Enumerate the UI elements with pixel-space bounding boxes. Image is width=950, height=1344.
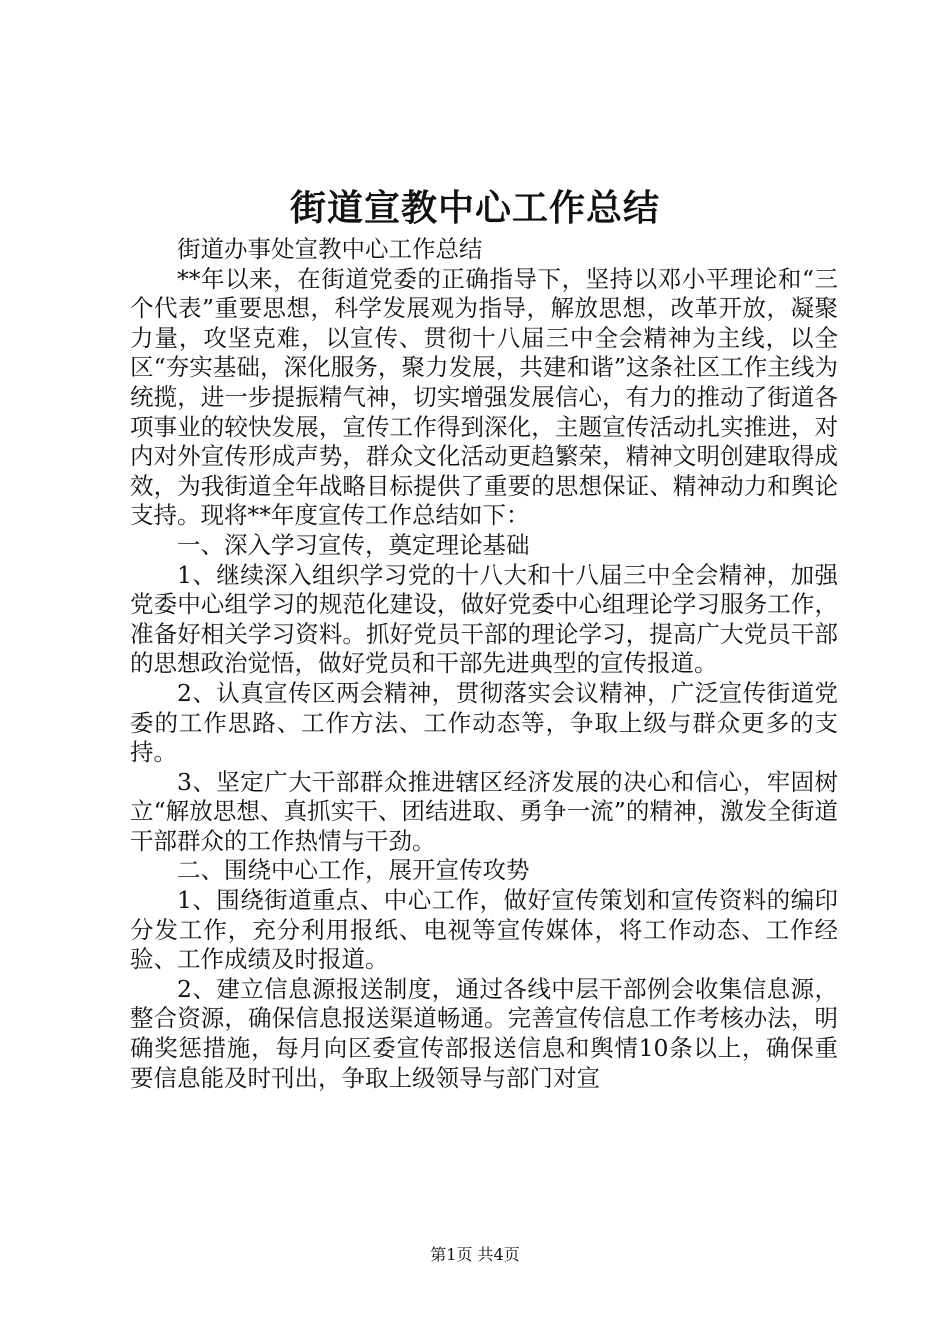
paragraph-2-1: 1、围绕街道重点、中心工作，做好宣传策划和宣传资料的编印分发工作，充分利用报纸、电视等宣传媒体，将工作动态、工作经验、工作成绩及时报道。	[130, 886, 838, 974]
section-heading-2: 二、围绕中心工作，展开宣传攻势	[177, 856, 530, 885]
paragraph-1-1: 1、继续深入组织学习党的十八大和十八届三中全会精神，加强党委中心组学习的规范化建设，做好党委中心组理论学习服务工作，准备好相关学习资料。抓好党员干部的理论学习，提高广大党员干部的思想政治觉悟，做好党员和干部先进典型的宣传报道。	[130, 560, 838, 678]
page-number-footer: 第1页 共4页	[430, 1245, 520, 1264]
paragraph-2-2: 2、建立信息源报送制度，通过各线中层干部例会收集信息源，整合资源，确保信息报送渠道畅通。完善宣传信息工作考核办法，明确奖惩措施，每月向区委宣传部报送信息和舆情10条以上，确保重要信息能及时刊出，争取上级领导与部门对宣	[130, 974, 838, 1092]
paragraph-1-2: 2、认真宣传区两会精神，贯彻落实会议精神，广泛宣传街道党委的工作思路、工作方法、工作动态等，争取上级与群众更多的支持。	[130, 678, 838, 767]
paragraph-1-3: 3、坚定广大干部群众推进辖区经济发展的决心和信心，牢固树立“解放思想、真抓实干、团结进取、勇争一流”的精神，激发全街道干部群众的工作热情与干劲。	[130, 767, 838, 855]
section-heading-1: 一、深入学习宣传，奠定理论基础	[177, 530, 530, 559]
paragraph-intro: **年以来，在街道党委的正确指导下，坚持以邓小平理论和“三个代表”重要思想，科学发展观为指导，解放思想，改革开放，凝聚力量，攻坚克难，以宣传、贯彻十八届三中全会精神为主线，以全区“夯实基础，深化服务，聚力发展，共建和谐”这条社区工作主线为统揽，进一步提振精气神，切实增强发展信心，有力的推动了街道各项事业的较快发展，宣传工作得到深化，主题宣传活动扎实推进，对内对外宣传形成声势，群众文化活动更趋繁荣，精神文明创建取得成效，为我街道全年战略目标提供了重要的思想保证、精神动力和舆论支持。现将**年度宣传工作总结如下：	[130, 264, 838, 530]
document-body	[130, 235, 838, 1093]
document-title: 街道宣教中心工作总结	[289, 187, 660, 229]
paragraph-subtitle: 街道办事处宣教中心工作总结	[177, 235, 483, 263]
